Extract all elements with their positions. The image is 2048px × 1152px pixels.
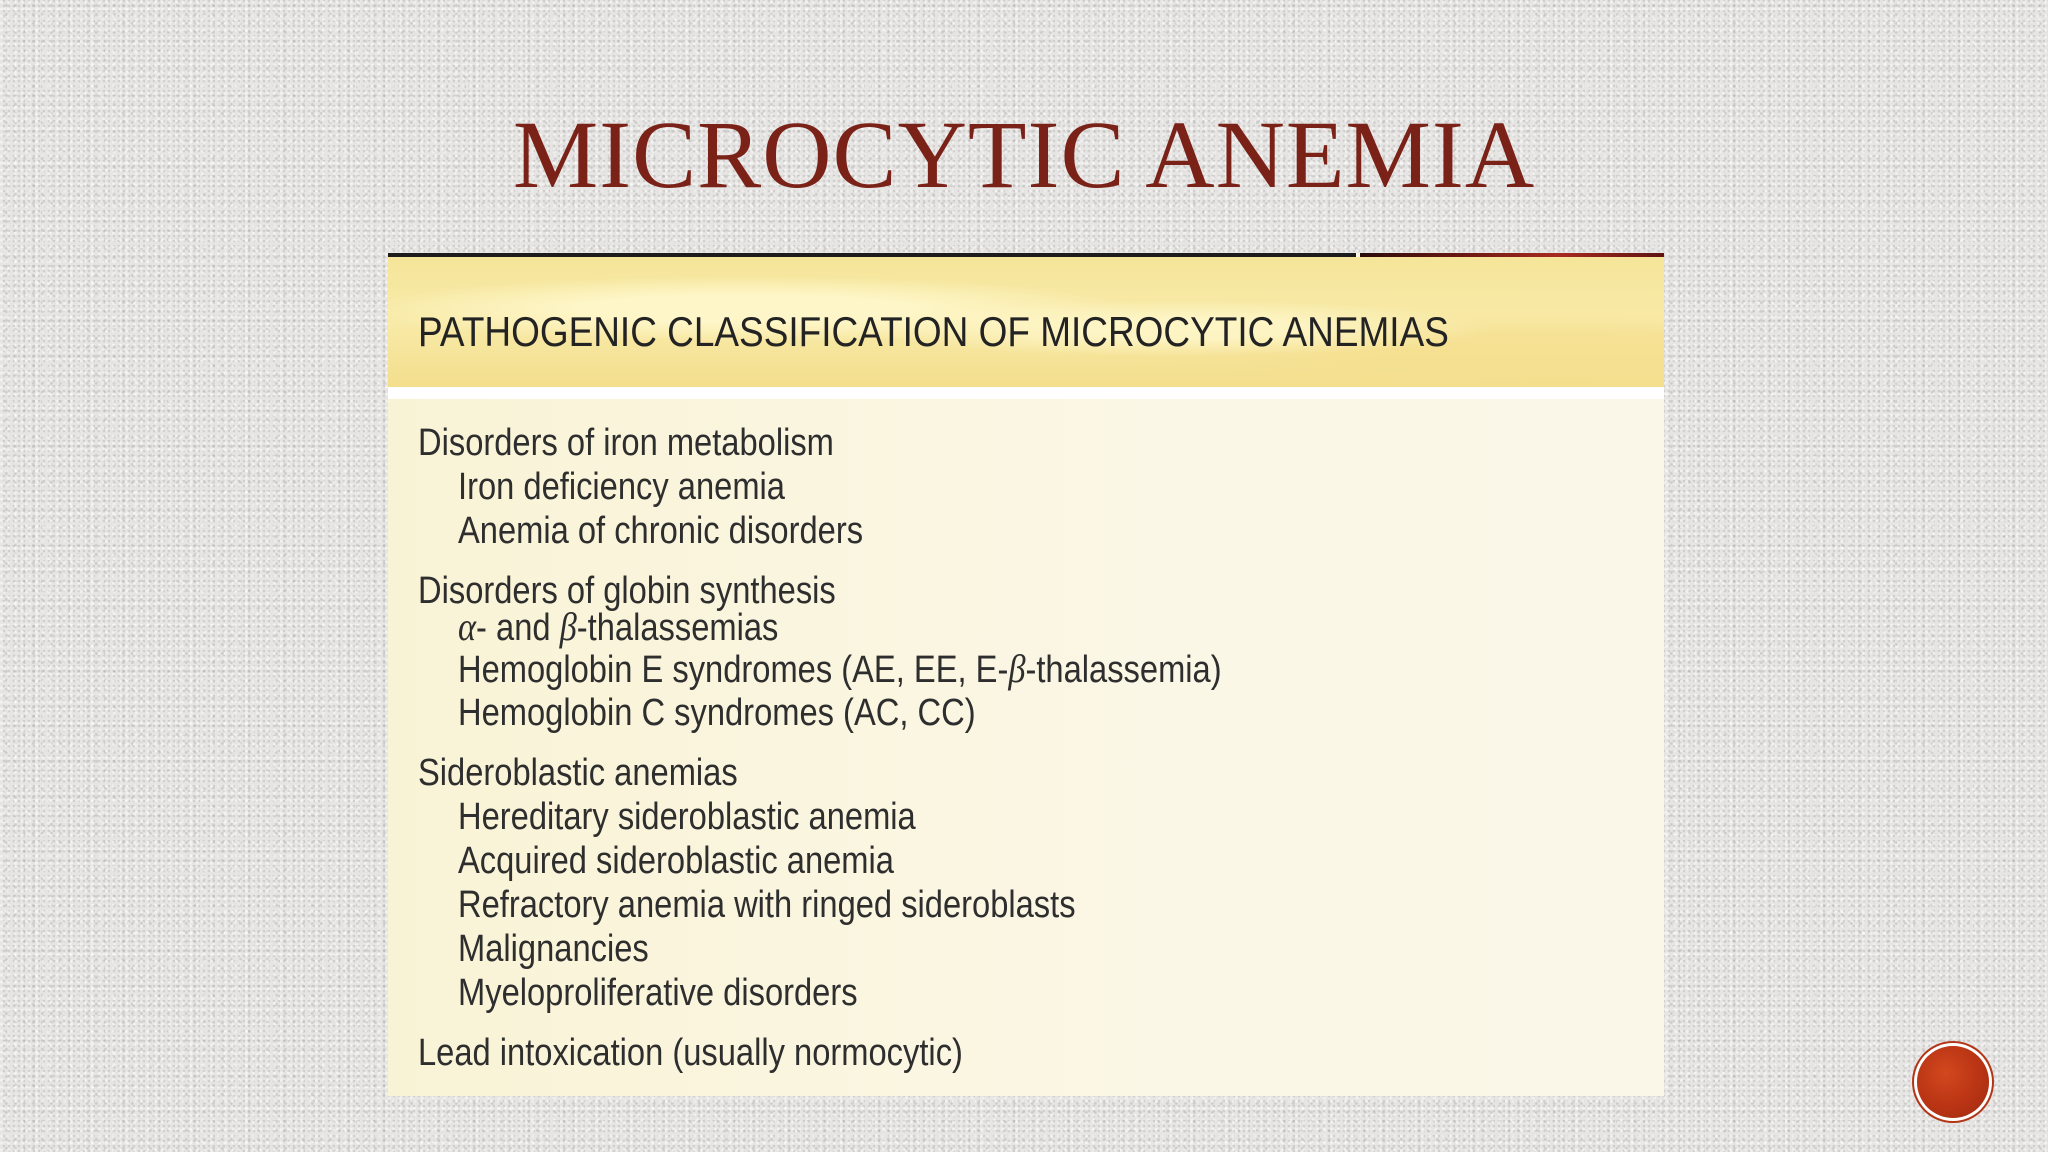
circle-nav-icon[interactable] bbox=[1917, 1046, 1989, 1118]
list-item: Hemoglobin C syndromes (AC, CC) bbox=[458, 692, 976, 734]
list-item: Myeloproliferative disorders bbox=[458, 972, 858, 1014]
beta-symbol: β bbox=[1008, 646, 1026, 691]
group-heading-iron-metabolism: Disorders of iron metabolism bbox=[418, 422, 834, 464]
table-header-band bbox=[388, 257, 1664, 387]
slide-title: MICROCYTIC ANEMIA bbox=[512, 101, 1536, 208]
table-body bbox=[388, 399, 1664, 1096]
group-heading-lead-intoxication: Lead intoxication (usually normocytic) bbox=[418, 1032, 963, 1074]
list-item: Malignancies bbox=[458, 928, 649, 970]
group-heading-sideroblastic: Sideroblastic anemias bbox=[418, 752, 738, 794]
group-heading-globin-synthesis: Disorders of globin synthesis bbox=[418, 570, 836, 612]
list-item: Hereditary sideroblastic anemia bbox=[458, 796, 916, 838]
beta-symbol: β bbox=[559, 604, 577, 649]
list-item: α- and β-thalassemias bbox=[458, 604, 779, 649]
header-divider bbox=[388, 387, 1664, 399]
table-title: PATHOGENIC CLASSIFICATION OF MICROCYTIC ANEMIAS bbox=[418, 308, 1449, 355]
list-item: Refractory anemia with ringed sideroblasts bbox=[458, 884, 1076, 926]
classification-table bbox=[388, 253, 1664, 1096]
list-item: Anemia of chronic disorders bbox=[458, 510, 864, 552]
list-item: Hemoglobin E syndromes (AE, EE, E-β-thalassemia) bbox=[458, 646, 1222, 691]
list-item: Iron deficiency anemia bbox=[458, 466, 785, 508]
list-item: Acquired sideroblastic anemia bbox=[458, 840, 894, 882]
alpha-symbol: α bbox=[458, 604, 477, 649]
